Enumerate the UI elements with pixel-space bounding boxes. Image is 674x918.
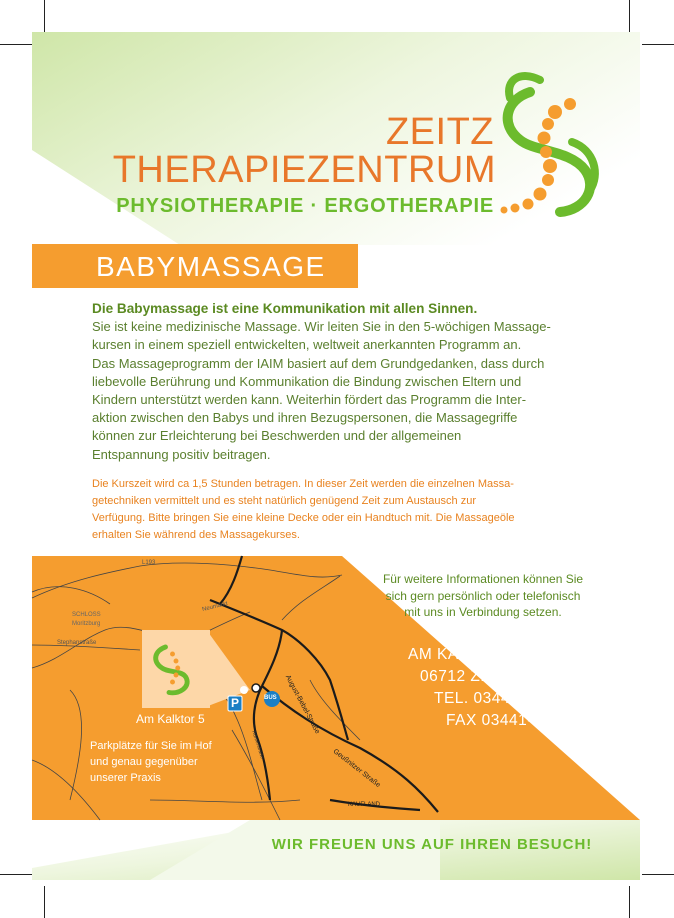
parking-label: P (231, 696, 240, 710)
intro-lead: Die Babymassage ist eine Kommunikation mit allen Sinnen. (92, 301, 478, 316)
info-line: mit uns in Verbindung setzen. (404, 605, 562, 619)
contact-info (352, 571, 614, 621)
footer-slogan: WIR FREUEN UNS AUF IHREN BESUCH! (271, 836, 593, 853)
map-label-l193: L193 (142, 560, 156, 566)
logo-name-2: THERAPIEZENTRUM (112, 149, 496, 191)
location-pin-icon (252, 684, 260, 692)
intro-line: aktion zwischen den Babys und ihren Bezugspersonen, die Massagegriffe (92, 410, 518, 426)
map-label-kaufland: KAUFLAND (348, 802, 381, 808)
note-line: Verfügung. Bitte bringen Sie eine kleine Decke oder ein Handtuch mit. Die Massageöle (92, 512, 515, 524)
info-line: sich gern persönlich oder telefonisch (385, 588, 581, 603)
intro-line: Entspannung positiv beitragen. (92, 446, 271, 462)
address-street: AM KALKTOR 5 (408, 646, 527, 663)
address-city: 06712 ZEITZ (420, 668, 516, 685)
location-dot-icon (240, 686, 248, 694)
map-label-schloss: SCHLOSS (72, 612, 101, 618)
logo-name: ZEITZ (385, 111, 494, 153)
note-line: Die Kurszeit wird ca 1,5 Stunden betragen. In dieser Zeit werden die einzelnen Massa- (92, 478, 514, 490)
info-line: Für weitere Informationen können Sie (382, 572, 584, 586)
logo-subtitle: PHYSIOTHERAPIE · ERGOTHERAPIE (116, 195, 494, 217)
bus-label: BUS (264, 695, 277, 701)
course-note (92, 476, 592, 544)
intro-line: Sie ist keine medizinische Massage. Wir leiten Sie in den 5-wöchigen Massage- (92, 319, 551, 335)
map-label-bebel: August-Bebel-Straße (283, 674, 321, 736)
map-location-label: Am Kalktor 5 (136, 712, 205, 726)
map-label-stephanstrasse: Stephanstraße (57, 640, 97, 646)
note-line: getechniken vermittelt und es steht natürlich genügend Zeit zum Austausch zur (92, 495, 476, 507)
intro-line: liebevolle Berührung und Kommunikation die Bindung zwischen Eltern und (92, 373, 522, 389)
parking-line: und genau gegenüber (90, 756, 198, 768)
parking-line: unserer Praxis (90, 772, 161, 784)
intro-line: Kindern unterstützt werden kann. Weiterhin fördert das Programm die Inter- (92, 392, 527, 408)
phone-number: TEL. 03441-6885590 (434, 690, 589, 707)
map-label-neumarkt: Neumarkt (201, 600, 229, 614)
map-label-moritzburg: Moritzburg (72, 621, 101, 627)
intro-text (92, 300, 588, 464)
parking-info (90, 738, 270, 786)
intro-line: Das Massageprogramm der IAIM basiert auf dem Grundgedanken, dass durch (92, 355, 545, 371)
map-label-roemer: Römerstraße (250, 730, 266, 760)
parking-line: Parkplätze für Sie im Hof (90, 740, 212, 752)
intro-line: können zur Erleichterung bei Beschwerden und der allgemeinen (92, 428, 462, 444)
map-label-geussnitzer: Geußnitzer Straße (331, 748, 382, 789)
note-line: erhalten Sie während des Massagekurses. (92, 529, 300, 541)
fax-number: FAX 03441-6885591 (446, 712, 597, 729)
section-title: BABYMASSAGE (96, 251, 326, 282)
intro-line: kursen in einem speziell entwickelten, weltweit anerkannten Programm an. (92, 337, 522, 353)
